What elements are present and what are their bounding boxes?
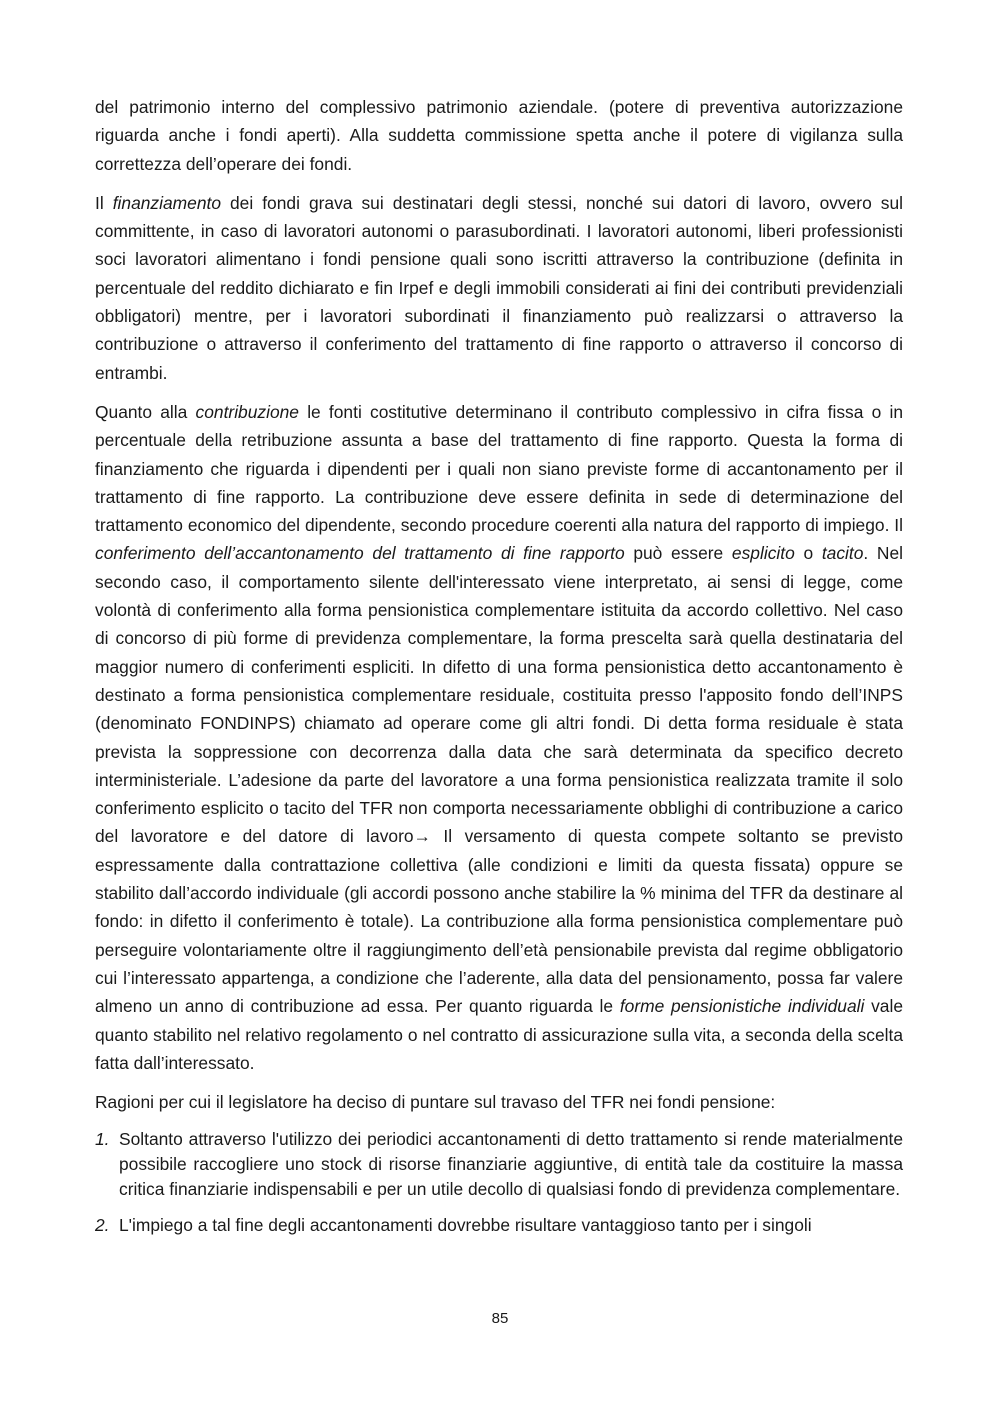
- paragraph-text: vale quanto stabilito nel relativo regolamento o nel contratto di assicurazione sulla vita, a seconda della scelta fatta dall’interessato.: [95, 996, 904, 1073]
- list-number: 2.: [95, 1215, 110, 1236]
- paragraph-finanziamento: [95, 189, 903, 387]
- list-item-text: L'impiego a tal fine degli accantonamenti dovrebbe risultare vantaggioso tanto per i singoli: [119, 1215, 812, 1236]
- paragraph-lead: Il: [95, 192, 113, 213]
- paragraph-text: o: [794, 543, 822, 564]
- emphasis-contribuzione: contribuzione: [195, 401, 299, 422]
- emphasis-esplicito: esplicito: [731, 543, 795, 564]
- paragraph-text: dei fondi grava sui destinatari degli stessi, nonché sui datori di lavoro, ovvero sul committente, in caso di lavoratori autonomi o parasubordinati. I lavoratori autonomi, liberi professionisti soci lavoratori alimentano i fondi pensione quali sono iscritti attraverso la contribuzione (definita in percentuale del reddito dichiarato e fin Irpef e degli immobili considerati ai fini dei contributi previdenziali obbligatori) mentre, per i lavoratori subordinati il finanziamento può realizzarsi o attraverso la contribuzione o attraverso il conferimento del trattamento di fine rapporto o attraverso il concorso di entrambi.: [95, 192, 904, 383]
- paragraph-commissione: [95, 93, 903, 178]
- emphasis-conferimento: conferimento dell’accantonamento del trattamento di fine rapporto: [95, 543, 625, 564]
- document-body: [95, 93, 903, 1249]
- list-item: [95, 1127, 903, 1202]
- list-item: [95, 1213, 903, 1238]
- paragraph-text: . Nel secondo caso, il comportamento silente dell'interessato viene interpretato, ai sensi di legge, come volontà di conferimento alla forma pensionistica complementare istituita da accordo collettivo. Nel caso di concorso di più forme di previdenza complementare, la forma prescelta sarà quella destinataria del maggior numero di conferimenti espliciti. In difetto di una forma pensionistica detto accantonamento è destinato a forma pensionistica complementare residuale, costituita presso l'apposito fondo dell’INPS (denominato FONDINPS) chiamato ad operare come gli altri fondi. Di detta forma residuale è stata prevista la soppressione con decorrenza dalla data che sarà determinata da specifico decreto interministeriale. L’adesione da parte del lavoratore a una forma pensionistica realizzata tramite il solo conferimento esplicito o tacito del TFR non comporta necessariamente obblighi di contribuzione a carico del lavoratore e del datore di lavoro→ Il versamento di questa compete soltanto se previsto espressamente dalla contrattazione collettiva (alle condizioni e limiti da questa fissata) oppure se stabilito dall’accordo individuale (gli accordi possono anche stabilire la % minima del TFR da destinare al fondo: in difetto il conferimento è totale). La contribuzione alla forma pensionistica complementare può perseguire volontariamente oltre il raggiungimento dell’età pensionabile prevista dal regime obbligatorio cui l’interessato appartenga, a condizione che l’aderente, alla data del pensionamento, possa far valere almeno un anno di contribuzione ad essa. Per quanto riguarda le: [95, 543, 903, 1017]
- paragraph-text: Ragioni per cui il legislatore ha deciso di puntare sul travaso del TFR nei fondi pensione:: [95, 1092, 776, 1113]
- list-item-text: Soltanto attraverso l'utilizzo dei periodici accantonamenti di detto trattamento si rende materialmente possibile raccogliere uno stock di risorse finanziarie aggiuntive, di entità tale da costituire la massa critica finanziarie indispensabili e per un utile decollo di qualsiasi fondo di previdenza complementare.: [119, 1129, 903, 1200]
- paragraph-text: le fonti costitutive determinano il contributo complessivo in cifra fissa o in percentuale della retribuzione assunta a base del trattamento di fine rapporto. Questa la forma di finanziamento che riguarda i dipendenti per i quali non siano previste forme di accantonamento per il trattamento di fine rapporto. La contribuzione deve essere definita in sede di determinazione del trattamento economico del dipendente, secondo procedure coerenti alla natura del rapporto di impiego. Il: [95, 401, 903, 536]
- paragraph-lead: Quanto alla: [95, 401, 196, 422]
- paragraph-contribuzione: [95, 398, 903, 1077]
- emphasis-tacito: tacito: [821, 543, 864, 564]
- paragraph-ragioni: [95, 1088, 903, 1116]
- emphasis-forme-individuali: forme pensionistiche individuali: [619, 996, 865, 1017]
- paragraph-text: del patrimonio interno del complessivo patrimonio aziendale. (potere di preventiva autorizzazione riguarda anche i fondi aperti). Alla suddetta commissione spetta anche il potere di vigilanza sulla correttezza dell’operare dei fondi.: [95, 97, 903, 174]
- page-number: 85: [491, 1310, 509, 1327]
- reasons-list: [95, 1127, 903, 1238]
- emphasis-finanziamento: finanziamento: [112, 192, 221, 213]
- paragraph-text: può essere: [624, 543, 732, 564]
- list-number: 1.: [95, 1129, 110, 1150]
